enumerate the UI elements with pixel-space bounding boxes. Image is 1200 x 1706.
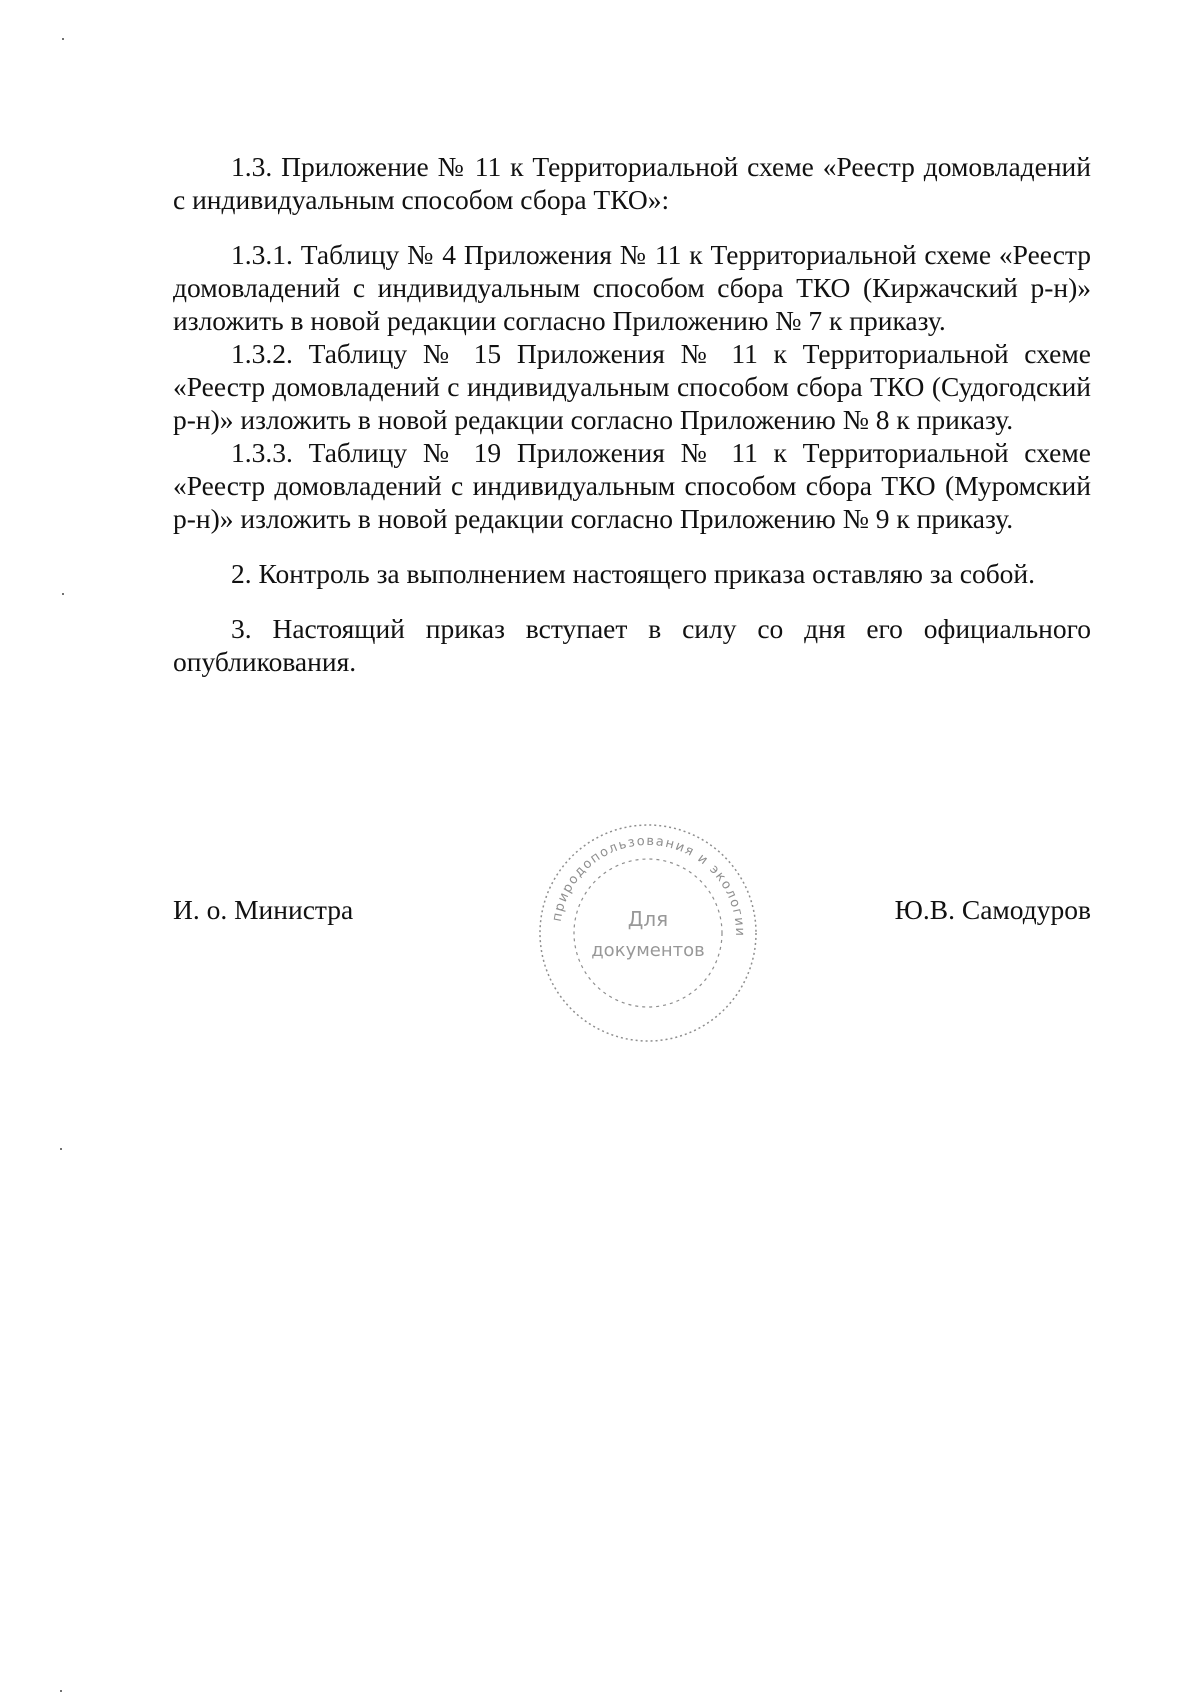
paragraph-1-3-2: 1.3.2. Таблицу № 15 Приложения № 11 к Территориальной схеме «Реестр домовладений с индивидуальным способом сбора ТКО (Судогодский р-н)» изложить в новой редакции согласно Приложению № 8 к приказу. xyxy=(173,338,1091,435)
signatory-position: И. о. Министра xyxy=(173,894,354,925)
paragraph-1-3-3: 1.3.3. Таблицу № 19 Приложения № 11 к Территориальной схеме «Реестр домовладений с индивидуальным способом сбора ТКО (Муромский р-н)» изложить в новой редакции согласно Приложению № 9 к приказу. xyxy=(173,437,1091,534)
scan-speck xyxy=(62,38,64,40)
scan-speck xyxy=(60,1690,62,1692)
paragraph-1-3-1: 1.3.1. Таблицу № 4 Приложения № 11 к Территориальной схеме «Реестр домовладений с индивидуальным способом сбора ТКО (Киржачский р-н)» изложить в новой редакции согласно Приложению № 7 к приказу. xyxy=(173,239,1091,336)
paragraph-3: 3. Настоящий приказ вступает в силу со дня его официального опубликования. xyxy=(173,613,1091,677)
paragraph-1-3: 1.3. Приложение № 11 к Территориальной схеме «Реестр домовладений с индивидуальным способом сбора ТКО»: xyxy=(173,151,1091,215)
stamp-center-line-2: документов xyxy=(591,940,705,961)
paragraph-2: 2. Контроль за выполнением настоящего приказа оставляю за собой. xyxy=(231,558,1036,589)
scan-speck xyxy=(60,1148,62,1150)
official-stamp xyxy=(533,818,763,1048)
stamp-center-line-1: Для xyxy=(627,907,669,931)
stamp-ring-text: природопользования и экологии xyxy=(549,833,748,938)
scan-speck xyxy=(62,593,64,595)
signatory-name: Ю.В. Самодуров xyxy=(894,894,1091,925)
document-body xyxy=(173,150,1091,678)
